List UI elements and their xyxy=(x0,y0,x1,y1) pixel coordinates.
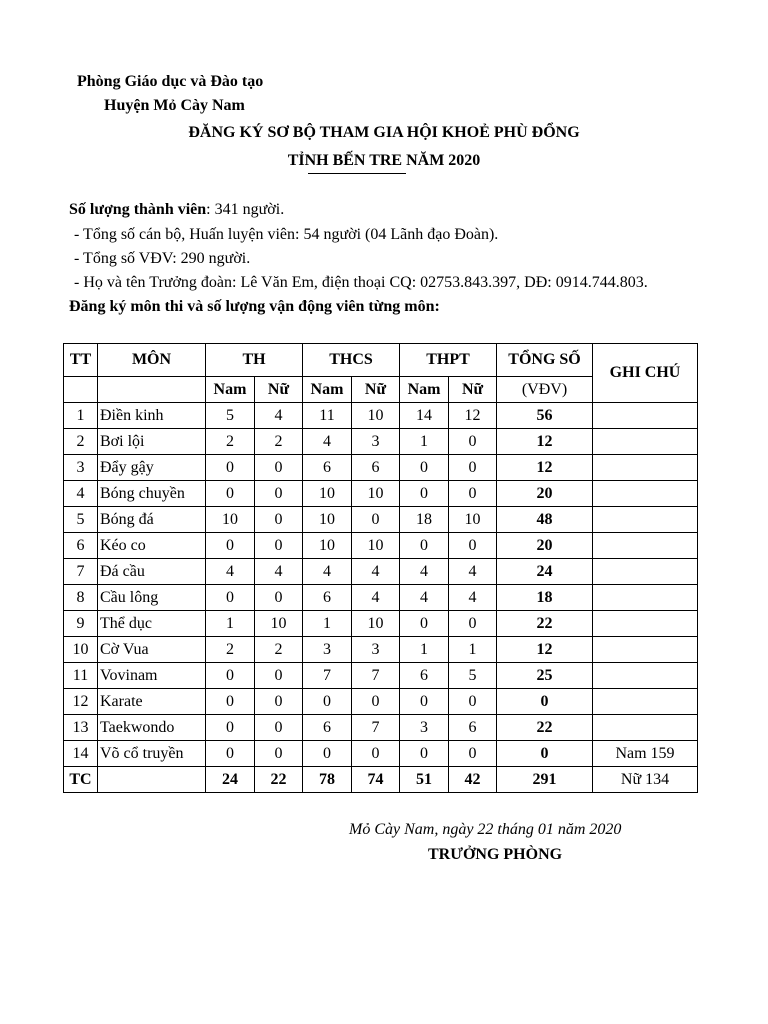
subheader-tong-so-vdv: (VĐV) xyxy=(497,377,593,403)
row-thpt-nam: 4 xyxy=(400,585,449,611)
table-body xyxy=(64,403,698,767)
row-tt: 8 xyxy=(64,585,98,611)
row-mon: Đá cầu xyxy=(98,559,206,585)
header-th: TH xyxy=(206,344,303,377)
row-thcs-nu: 6 xyxy=(352,455,400,481)
row-thcs-nu: 0 xyxy=(352,741,400,767)
table-total-row xyxy=(64,767,698,793)
row-th-nu: 2 xyxy=(255,429,303,455)
row-mon: Kéo co xyxy=(98,533,206,559)
row-mon: Điền kinh xyxy=(98,403,206,429)
row-thcs-nu: 3 xyxy=(352,429,400,455)
info-staff-line: - Tổng số cán bộ, Huấn luyện viên: 54 người (04 Lãnh đạo Đoàn). xyxy=(74,226,499,243)
row-thcs-nam: 6 xyxy=(303,455,352,481)
row-tt: 12 xyxy=(64,689,98,715)
total-tt: TC xyxy=(64,767,98,793)
row-thpt-nam: 1 xyxy=(400,637,449,663)
row-thcs-nam: 0 xyxy=(303,689,352,715)
row-thcs-nam: 3 xyxy=(303,637,352,663)
document-title-line1: ĐĂNG KÝ SƠ BỘ THAM GIA HỘI KHOẺ PHÙ ĐỔNG xyxy=(188,124,580,141)
row-ghi-chu xyxy=(593,611,698,637)
row-th-nam: 2 xyxy=(206,637,255,663)
title-underline xyxy=(308,173,406,174)
row-thcs-nu: 0 xyxy=(352,689,400,715)
row-th-nu: 0 xyxy=(255,533,303,559)
row-thpt-nam: 1 xyxy=(400,429,449,455)
registration-table xyxy=(63,343,698,793)
row-mon: Bóng đá xyxy=(98,507,206,533)
row-mon: Võ cổ truyền xyxy=(98,741,206,767)
total-mon xyxy=(98,767,206,793)
row-thpt-nam: 0 xyxy=(400,611,449,637)
row-th-nu: 4 xyxy=(255,403,303,429)
row-th-nam: 4 xyxy=(206,559,255,585)
row-th-nam: 0 xyxy=(206,689,255,715)
table-row xyxy=(64,689,698,715)
row-th-nam: 5 xyxy=(206,403,255,429)
row-thpt-nam: 18 xyxy=(400,507,449,533)
subheader-empty xyxy=(64,377,98,403)
table-row xyxy=(64,741,698,767)
table-row xyxy=(64,559,698,585)
table-row xyxy=(64,585,698,611)
table-row xyxy=(64,637,698,663)
header-thcs: THCS xyxy=(303,344,400,377)
table-row xyxy=(64,533,698,559)
signer-title: TRƯỞNG PHÒNG xyxy=(428,846,563,863)
row-th-nam: 0 xyxy=(206,481,255,507)
table-row xyxy=(64,403,698,429)
row-ghi-chu xyxy=(593,481,698,507)
org-name-line2: Huyện Mỏ Cày Nam xyxy=(104,97,245,114)
row-th-nam: 0 xyxy=(206,741,255,767)
row-thpt-nu: 0 xyxy=(449,533,497,559)
row-thcs-nu: 7 xyxy=(352,715,400,741)
row-tong: 0 xyxy=(497,741,593,767)
table-row xyxy=(64,507,698,533)
row-tt: 11 xyxy=(64,663,98,689)
row-thcs-nam: 11 xyxy=(303,403,352,429)
members-label: Số lượng thành viên xyxy=(69,201,207,218)
subheader-thcs-nu: Nữ xyxy=(352,377,400,403)
row-thpt-nam: 6 xyxy=(400,663,449,689)
row-thpt-nam: 0 xyxy=(400,689,449,715)
row-th-nam: 0 xyxy=(206,715,255,741)
row-mon: Cầu lông xyxy=(98,585,206,611)
row-th-nam: 0 xyxy=(206,455,255,481)
row-ghi-chu xyxy=(593,663,698,689)
row-thpt-nu: 4 xyxy=(449,559,497,585)
row-thpt-nam: 4 xyxy=(400,559,449,585)
row-thpt-nu: 0 xyxy=(449,741,497,767)
table-row xyxy=(64,663,698,689)
row-thpt-nu: 6 xyxy=(449,715,497,741)
row-th-nu: 10 xyxy=(255,611,303,637)
row-th-nam: 0 xyxy=(206,533,255,559)
row-thpt-nu: 12 xyxy=(449,403,497,429)
header-mon: MÔN xyxy=(98,344,206,377)
total-thpt-nam: 51 xyxy=(400,767,449,793)
row-thpt-nu: 4 xyxy=(449,585,497,611)
row-th-nu: 0 xyxy=(255,481,303,507)
subheader-thcs-nam: Nam xyxy=(303,377,352,403)
row-ghi-chu xyxy=(593,403,698,429)
row-tt: 10 xyxy=(64,637,98,663)
row-thpt-nam: 0 xyxy=(400,533,449,559)
header-tong-so: TỔNG SỐ xyxy=(497,344,593,377)
row-tong: 24 xyxy=(497,559,593,585)
row-thcs-nu: 10 xyxy=(352,533,400,559)
info-athletes-line: - Tổng số VĐV: 290 người. xyxy=(74,250,251,267)
row-thpt-nu: 10 xyxy=(449,507,497,533)
row-mon: Bơi lội xyxy=(98,429,206,455)
members-value: : 341 người. xyxy=(206,201,285,218)
row-ghi-chu xyxy=(593,533,698,559)
row-ghi-chu xyxy=(593,637,698,663)
row-thpt-nam: 14 xyxy=(400,403,449,429)
row-th-nam: 1 xyxy=(206,611,255,637)
row-tt: 5 xyxy=(64,507,98,533)
table-row xyxy=(64,715,698,741)
row-tt: 1 xyxy=(64,403,98,429)
row-tt: 3 xyxy=(64,455,98,481)
total-thcs-nam: 78 xyxy=(303,767,352,793)
row-ghi-chu xyxy=(593,455,698,481)
row-thcs-nu: 7 xyxy=(352,663,400,689)
row-ghi-chu xyxy=(593,559,698,585)
row-thcs-nam: 7 xyxy=(303,663,352,689)
row-mon: Karate xyxy=(98,689,206,715)
row-tt: 6 xyxy=(64,533,98,559)
table-row xyxy=(64,455,698,481)
row-tong: 0 xyxy=(497,689,593,715)
row-thcs-nu: 10 xyxy=(352,481,400,507)
row-mon: Đẩy gậy xyxy=(98,455,206,481)
row-th-nam: 2 xyxy=(206,429,255,455)
row-thcs-nam: 1 xyxy=(303,611,352,637)
row-th-nu: 0 xyxy=(255,507,303,533)
total-th-nu: 22 xyxy=(255,767,303,793)
row-thcs-nam: 4 xyxy=(303,559,352,585)
table-row xyxy=(64,429,698,455)
row-thpt-nu: 0 xyxy=(449,429,497,455)
table-row xyxy=(64,611,698,637)
row-thcs-nu: 10 xyxy=(352,611,400,637)
row-tong: 20 xyxy=(497,481,593,507)
row-tt: 9 xyxy=(64,611,98,637)
row-th-nu: 2 xyxy=(255,637,303,663)
row-th-nam: 0 xyxy=(206,585,255,611)
table-row xyxy=(64,481,698,507)
subheader-thpt-nu: Nữ xyxy=(449,377,497,403)
row-mon: Taekwondo xyxy=(98,715,206,741)
row-thcs-nam: 10 xyxy=(303,481,352,507)
row-thcs-nu: 0 xyxy=(352,507,400,533)
row-thpt-nam: 0 xyxy=(400,741,449,767)
row-th-nu: 0 xyxy=(255,741,303,767)
row-thpt-nam: 3 xyxy=(400,715,449,741)
row-mon: Bóng chuyền xyxy=(98,481,206,507)
row-th-nu: 0 xyxy=(255,585,303,611)
row-mon: Thể dục xyxy=(98,611,206,637)
row-thpt-nu: 0 xyxy=(449,611,497,637)
row-thpt-nu: 0 xyxy=(449,455,497,481)
row-mon: Cờ Vua xyxy=(98,637,206,663)
info-leader-line: - Họ và tên Trưởng đoàn: Lê Văn Em, điện thoại CQ: 02753.843.397, DĐ: 0914.744.803. xyxy=(74,274,648,291)
row-thpt-nam: 0 xyxy=(400,455,449,481)
row-tong: 20 xyxy=(497,533,593,559)
row-th-nu: 0 xyxy=(255,455,303,481)
subheader-thpt-nam: Nam xyxy=(400,377,449,403)
row-ghi-chu: Nam 159 xyxy=(593,741,698,767)
total-thpt-nu: 42 xyxy=(449,767,497,793)
row-thcs-nam: 10 xyxy=(303,533,352,559)
org-name-line1: Phòng Giáo dục và Đào tạo xyxy=(77,73,264,90)
row-tong: 22 xyxy=(497,611,593,637)
row-tong: 18 xyxy=(497,585,593,611)
document-title-line2: TỈNH BẾN TRE NĂM 2020 xyxy=(287,152,481,169)
row-tong: 56 xyxy=(497,403,593,429)
row-thpt-nam: 0 xyxy=(400,481,449,507)
row-th-nu: 0 xyxy=(255,689,303,715)
row-tong: 12 xyxy=(497,429,593,455)
row-thpt-nu: 0 xyxy=(449,481,497,507)
row-thcs-nam: 10 xyxy=(303,507,352,533)
row-thcs-nam: 6 xyxy=(303,715,352,741)
row-thcs-nam: 6 xyxy=(303,585,352,611)
row-ghi-chu xyxy=(593,715,698,741)
row-tt: 13 xyxy=(64,715,98,741)
row-thcs-nu: 10 xyxy=(352,403,400,429)
row-ghi-chu xyxy=(593,585,698,611)
total-tong: 291 xyxy=(497,767,593,793)
header-ghi-chu: GHI CHÚ xyxy=(593,344,698,403)
row-th-nu: 0 xyxy=(255,715,303,741)
signature-date-line: Mỏ Cày Nam, ngày 22 tháng 01 năm 2020 xyxy=(349,821,622,838)
row-th-nam: 0 xyxy=(206,663,255,689)
row-th-nu: 0 xyxy=(255,663,303,689)
header-tt: TT xyxy=(64,344,98,377)
row-thpt-nu: 0 xyxy=(449,689,497,715)
row-tong: 22 xyxy=(497,715,593,741)
subheader-th-nam: Nam xyxy=(206,377,255,403)
members-line xyxy=(69,201,284,219)
subheader-empty xyxy=(98,377,206,403)
row-ghi-chu xyxy=(593,429,698,455)
row-tt: 7 xyxy=(64,559,98,585)
registration-heading: Đăng ký môn thi và số lượng vận động viên từng môn: xyxy=(69,298,440,315)
row-mon: Vovinam xyxy=(98,663,206,689)
row-thcs-nu: 4 xyxy=(352,559,400,585)
header-thpt: THPT xyxy=(400,344,497,377)
row-thcs-nu: 3 xyxy=(352,637,400,663)
total-ghi-chu: Nữ 134 xyxy=(593,767,698,793)
row-ghi-chu xyxy=(593,507,698,533)
row-tt: 14 xyxy=(64,741,98,767)
total-th-nam: 24 xyxy=(206,767,255,793)
row-tong: 48 xyxy=(497,507,593,533)
row-thpt-nu: 1 xyxy=(449,637,497,663)
table-header-row xyxy=(64,344,698,377)
row-tt: 2 xyxy=(64,429,98,455)
row-thcs-nu: 4 xyxy=(352,585,400,611)
row-thcs-nam: 4 xyxy=(303,429,352,455)
row-th-nu: 4 xyxy=(255,559,303,585)
row-ghi-chu xyxy=(593,689,698,715)
row-thcs-nam: 0 xyxy=(303,741,352,767)
row-tong: 25 xyxy=(497,663,593,689)
row-th-nam: 10 xyxy=(206,507,255,533)
row-tong: 12 xyxy=(497,455,593,481)
row-tong: 12 xyxy=(497,637,593,663)
row-thpt-nu: 5 xyxy=(449,663,497,689)
total-thcs-nu: 74 xyxy=(352,767,400,793)
row-tt: 4 xyxy=(64,481,98,507)
subheader-th-nu: Nữ xyxy=(255,377,303,403)
